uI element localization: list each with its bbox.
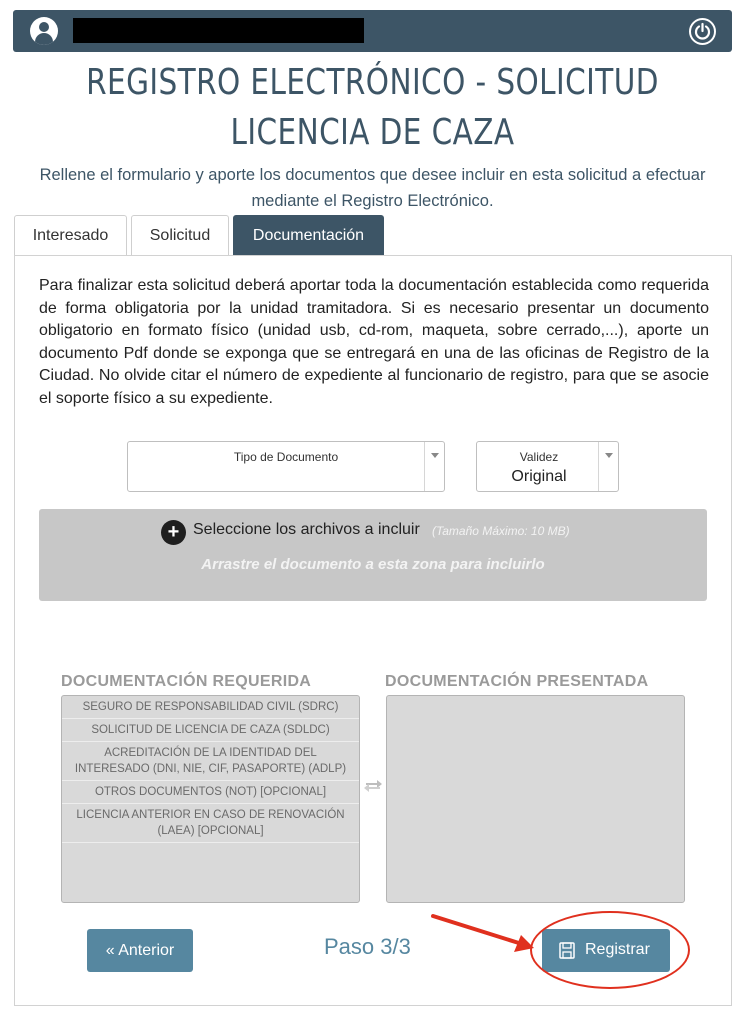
tab-solicitud[interactable]: Solicitud bbox=[131, 215, 229, 256]
list-item[interactable]: SEGURO DE RESPONSABILIDAD CIVIL (SDRC) bbox=[62, 696, 359, 719]
validez-value: Original bbox=[511, 468, 567, 485]
annotation-arrow bbox=[430, 911, 540, 961]
drag-hint: Arrastre el documento a esta zona para incluirlo bbox=[201, 556, 545, 573]
top-bar bbox=[13, 10, 732, 52]
file-dropzone[interactable] bbox=[39, 509, 707, 601]
tab-documentacion[interactable]: Documentación bbox=[233, 215, 384, 256]
intro-text: Para finalizar esta solicitud deberá aportar toda la documentación establecida como requerida de forma obligatoria por la unidad tramitadora. Si es necesario presentar un documento obligatorio en formato físico (unidad usb, cd-rom, maqueta, sobre cerrado,...), aporte un documento Pdf donde se exponga que se entregará en una de las oficinas de Registro de la Ciudad. No olvide citar el número de expediente al funcionario de registro, para que se asocie el soporte físico a su expediente. bbox=[39, 277, 709, 407]
list-item[interactable]: SOLICITUD DE LICENCIA DE CAZA (SDLDC) bbox=[62, 719, 359, 742]
tab-interesado[interactable]: Interesado bbox=[14, 215, 127, 256]
redacted-username bbox=[73, 18, 364, 43]
max-size-note: (Tamaño Máximo: 10 MB) bbox=[432, 524, 570, 538]
annotation-circle bbox=[530, 911, 690, 989]
required-docs-list[interactable] bbox=[61, 695, 360, 903]
list-item[interactable]: LICENCIA ANTERIOR EN CASO DE RENOVACIÓN (LAEA) [OPCIONAL] bbox=[62, 804, 359, 843]
user-icon[interactable] bbox=[30, 17, 58, 45]
validez-label: Validez bbox=[519, 450, 559, 464]
chevron-down-icon[interactable] bbox=[598, 442, 618, 491]
required-docs-heading: DOCUMENTACIÓN REQUERIDA bbox=[61, 673, 312, 690]
presented-docs-heading: DOCUMENTACIÓN PRESENTADA bbox=[385, 673, 649, 690]
previous-button[interactable]: « Anterior bbox=[87, 929, 193, 972]
tipo-documento-label: Tipo de Documento bbox=[233, 450, 339, 464]
page-subtitle: Rellene el formulario y aporte los documentos que desee incluir en esta solicitud a efectuar mediante el Registro Electrónico. bbox=[39, 166, 706, 210]
documentacion-panel bbox=[14, 255, 732, 1006]
list-item[interactable]: ACREDITACIÓN DE LA IDENTIDAD DEL INTERESADO (DNI, NIE, CIF, PASAPORTE) (ADLP) bbox=[62, 742, 359, 781]
presented-docs-list[interactable] bbox=[386, 695, 685, 903]
chevron-down-icon[interactable] bbox=[424, 442, 444, 491]
list-item[interactable]: OTROS DOCUMENTOS (NOT) [OPCIONAL] bbox=[62, 781, 359, 804]
validez-select[interactable] bbox=[476, 441, 619, 492]
page-title: REGISTRO ELECTRÓNICO - SOLICITUD LICENCIA DE CAZA bbox=[86, 62, 659, 153]
tipo-documento-select[interactable] bbox=[127, 441, 445, 492]
swap-arrows-icon[interactable] bbox=[362, 776, 384, 799]
step-indicator: Paso 3/3 bbox=[324, 934, 411, 959]
registrar-label: Registrar bbox=[585, 941, 650, 958]
select-files-link[interactable]: Seleccione los archivos a incluir bbox=[193, 521, 420, 538]
power-icon[interactable] bbox=[689, 18, 716, 45]
add-file-icon[interactable]: + bbox=[161, 520, 186, 545]
